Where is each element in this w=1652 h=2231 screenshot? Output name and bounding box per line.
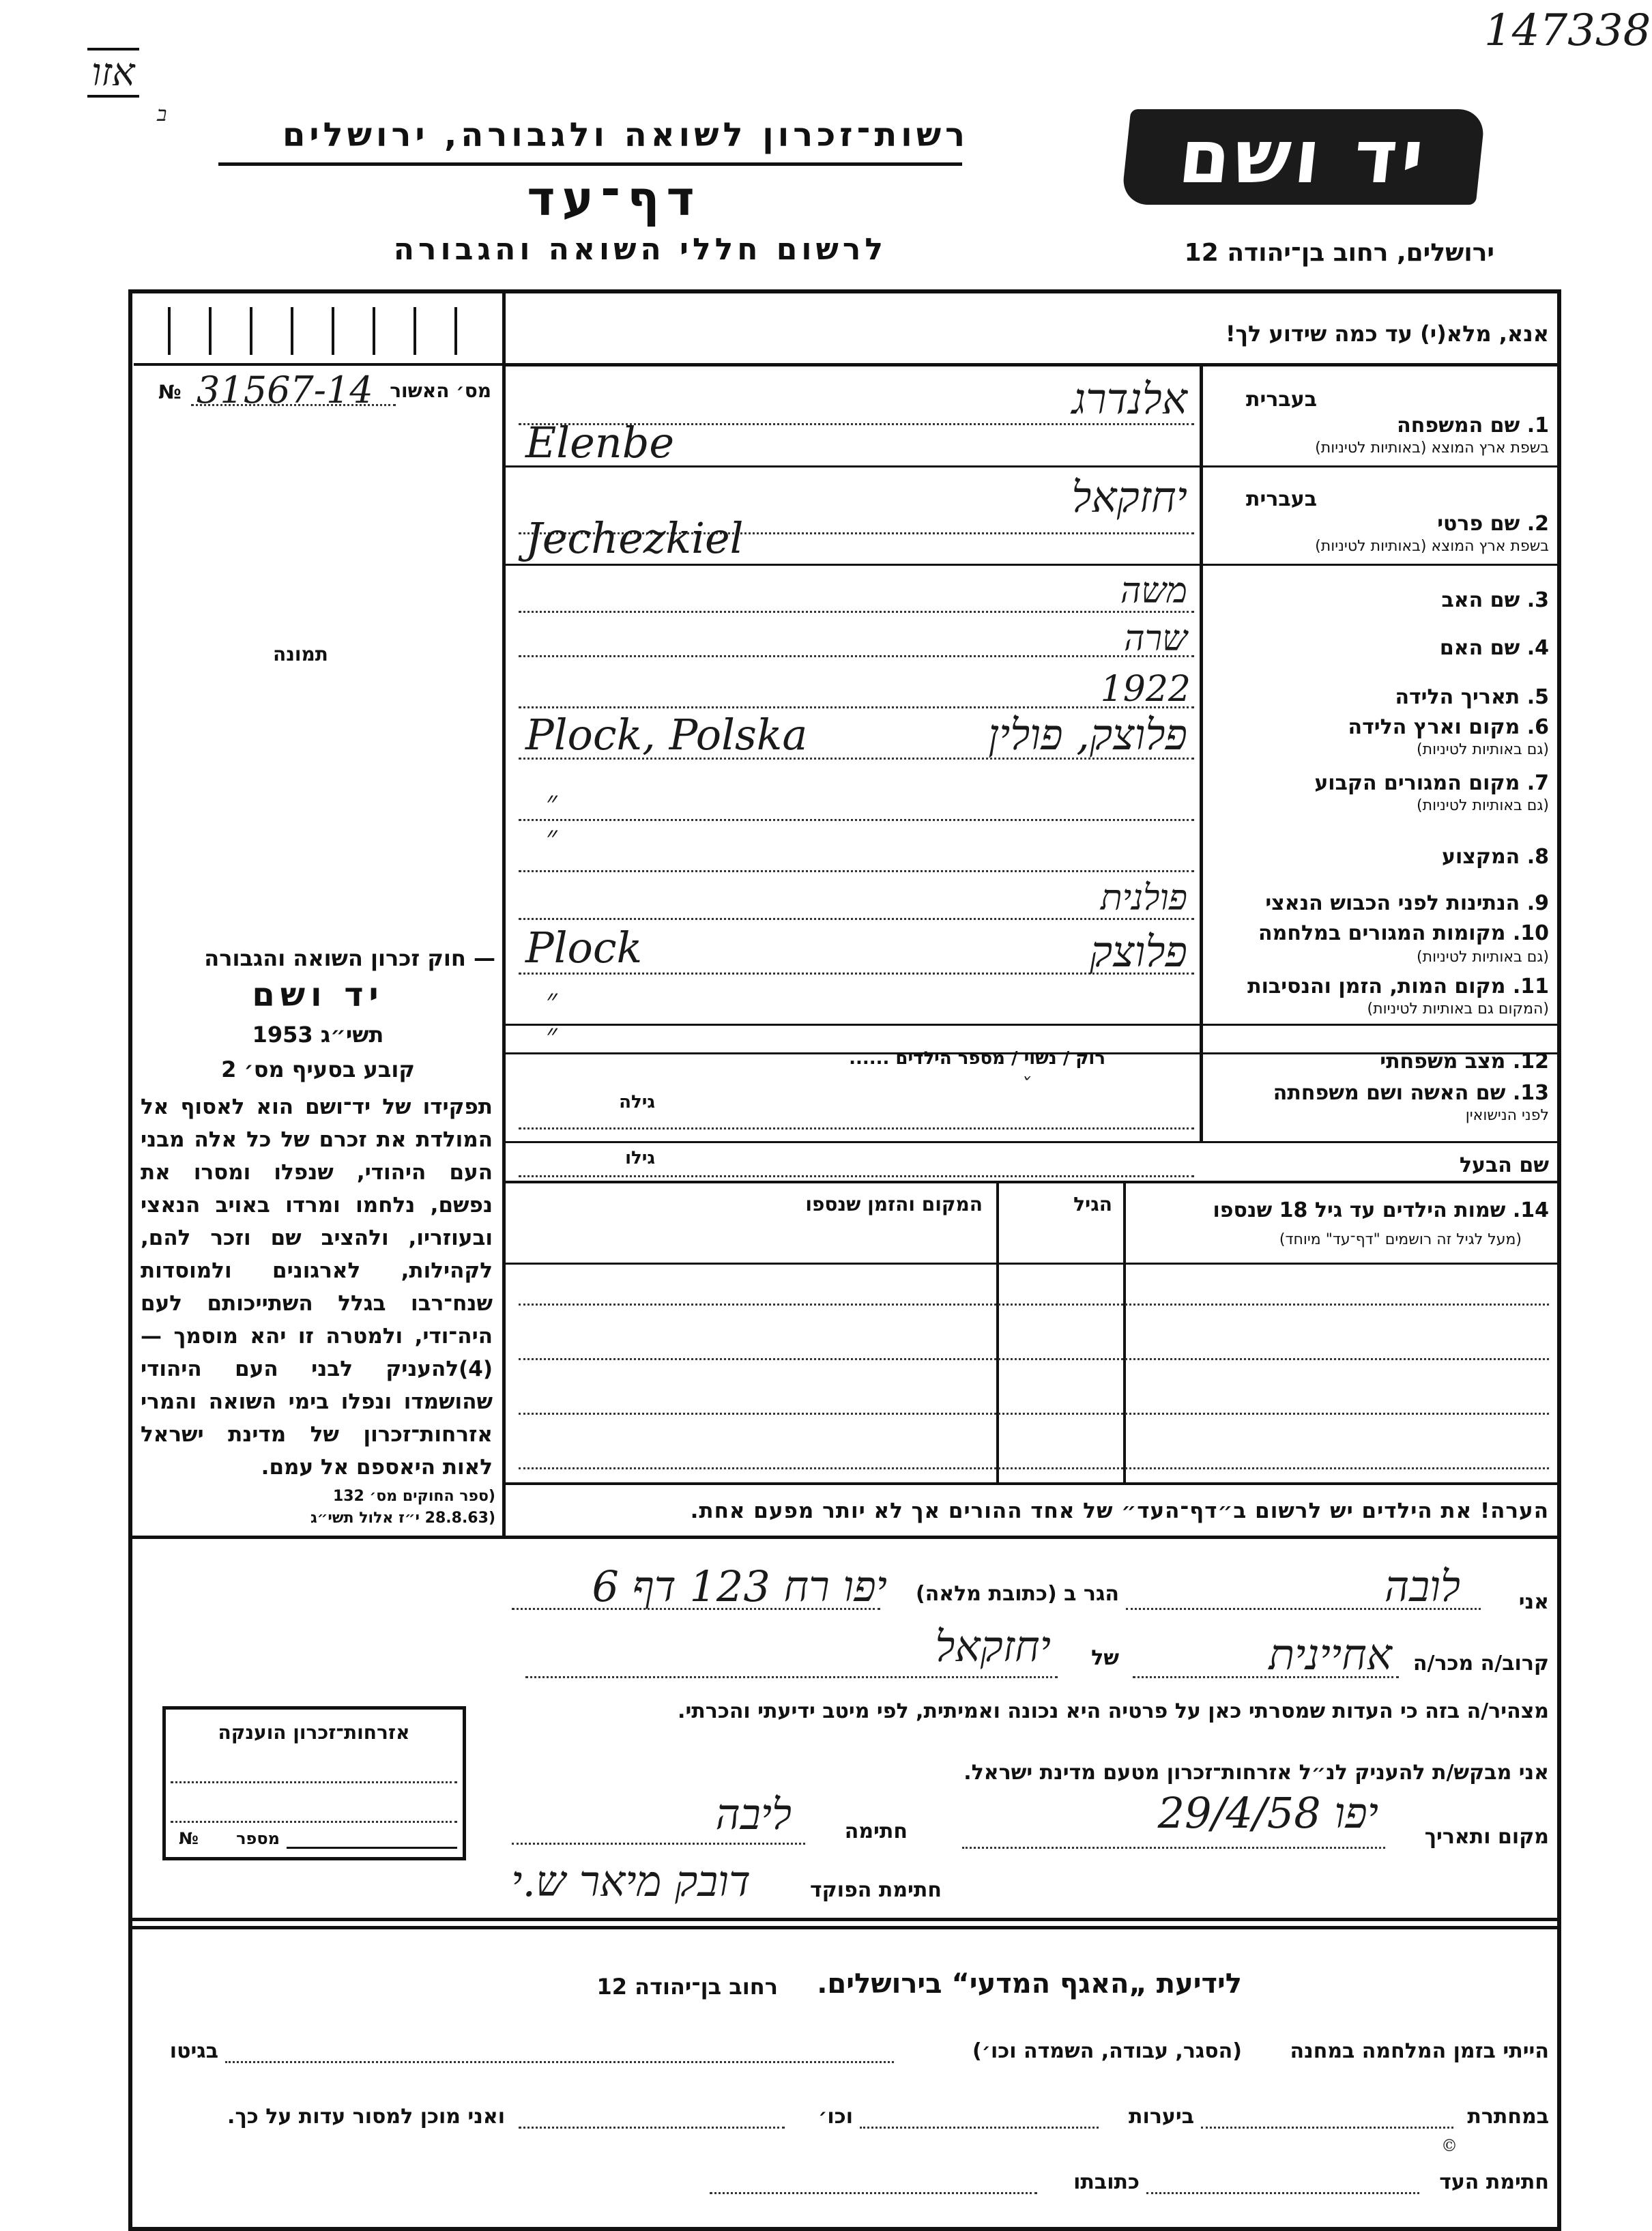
bottom-line1-a: הייתי בזמן המלחמה במחנה	[1290, 2039, 1549, 2063]
field-2-label: 2. שם פרטי	[1437, 512, 1549, 536]
bottom-line3-a: חתימת העד	[1439, 2170, 1549, 2194]
field-7-label: 7. מקום המגורים הקבוע	[1314, 771, 1549, 795]
field-6-latin-value: Plock, Polska	[525, 710, 808, 760]
declaration-i-label: אני	[1518, 1590, 1549, 1614]
photo-label: תמונה	[273, 643, 328, 665]
bottom-line3-dots	[710, 2192, 1037, 2194]
children-divider	[996, 1183, 999, 1482]
registration-number: 31567-14	[197, 369, 373, 412]
field-13-label: 13. שם האשה ושם משפחתה	[1273, 1081, 1549, 1105]
field-13-age-label: גילה	[619, 1092, 655, 1112]
field-9-label: 9. הנתינות לפני הכבוש הנאצי	[1265, 891, 1549, 915]
place-date-value: יפו 29/4/58	[1157, 1788, 1378, 1838]
declarant-signature: ליבה	[715, 1789, 792, 1839]
field-4-value: שרה	[1124, 618, 1187, 659]
children-sub: (מעל לגיל זה רושמים "דף־עד" מיוחד)	[1279, 1231, 1522, 1248]
bottom-line2-dots	[1201, 2127, 1453, 2129]
husband-age-label: גילו	[625, 1148, 655, 1168]
corner-small-mark: ב	[157, 102, 167, 126]
field-1-tag: בעברית	[1246, 388, 1317, 412]
yad-vashem-logo: יד ושם	[1121, 109, 1486, 205]
field-divider	[505, 1181, 1561, 1183]
of-name-value: יחזקאל	[935, 1622, 1051, 1671]
header-address: ירושלים, רחוב בן־יהודה 12	[1184, 239, 1494, 267]
registration-number-line	[191, 404, 396, 406]
law-text: תפקידו של יד־ושם הוא לאסוף אל המולדת את זכרם של כל אלה מבני העם היהודי, שנפלו ומסרו את נפשם, נלחמו ומרדו באויב הנאצי ובעוזריו, ולהציב שם וזכר להם, לקהילות, לארגונים ולמוסדות שנח־רבו בגלל השתייכותם לעם היה־ודי, ולמטרה זו יהא מוסמך — (4)להעניק לבני העם היהודי שהושמדו ונפלו בימי השואה והמרי אזרחות־זכרון של מדינת ישראל לאות היאספם אל עמם.	[141, 1095, 493, 1480]
bottom-double-divider	[132, 1918, 1561, 1921]
header-underline	[218, 162, 962, 166]
citizenship-box-line	[171, 1821, 457, 1823]
field-7-value: ״ ״	[546, 785, 1076, 854]
field-11-value: ״ ״	[546, 983, 1076, 1052]
field-12-mark: ˇ	[1020, 1074, 1030, 1098]
of-label: של	[1091, 1646, 1119, 1670]
field-11-label: 11. מקום המות, הזמן והנסיבות	[1247, 975, 1549, 998]
field-2-sub: בשפת ארץ המוצא (באותיות לטיניות)	[1315, 538, 1549, 555]
declaration-statement: מצהיר/ה בזה כי העדות שמסרתי כאן על פרטיה היא נכונה ואמיתית, לפי מיטב ידיעתי והכרתי.	[678, 1699, 1549, 1723]
law-title: — חוק זכרון השואה והגבורה	[204, 945, 495, 971]
field-5-label: 5. תאריך הלידה	[1395, 685, 1549, 709]
law-clause: קובע בסעיף מס׳ 2	[221, 1056, 415, 1082]
registration-tick-boxes	[134, 300, 502, 366]
archive-number: 147338	[1484, 5, 1651, 56]
form-subtitle: לרשום חללי השואה והגבורה	[393, 232, 887, 267]
field-6-label: 6. מקום וארץ הלידה	[1348, 715, 1549, 739]
citizenship-box-number-rule	[287, 1847, 457, 1849]
children-col-age: הגיל	[1073, 1193, 1112, 1215]
form-title: דף־עד	[527, 171, 701, 227]
field-10-hebrew-value: פלוצק	[1089, 927, 1187, 977]
relation-line	[1133, 1676, 1399, 1678]
place-date-line	[962, 1847, 1385, 1849]
field-2-latin-value: Jechezkiel	[525, 513, 744, 563]
bottom-line2-dots	[519, 2127, 785, 2129]
declarant-name: לובה	[1384, 1561, 1460, 1611]
note: הערה! את הילדים יש לרשום ב״דף־העד״ של אחד ההורים אך לא יותר מפעם אחת.	[690, 1499, 1549, 1523]
citizenship-box-no: №	[179, 1829, 199, 1848]
bottom-line3-b: כתובתו	[1073, 2170, 1140, 2194]
children-bottom-divider	[505, 1482, 1561, 1485]
value-line	[519, 1127, 1194, 1129]
relative-label: קרוב/ה מכר/ה	[1412, 1652, 1549, 1675]
instruction-divider	[505, 363, 1561, 366]
of-name-line	[525, 1676, 1058, 1678]
children-col-place: המקום והזמן שנספו	[805, 1193, 983, 1215]
field-13-sub: לפני הנישואין	[1465, 1107, 1549, 1124]
signature-line	[512, 1843, 805, 1845]
children-label: 14. שמות הילדים עד גיל 18 שנספו	[1213, 1198, 1549, 1222]
field-8-label: 8. המקצוע	[1442, 845, 1549, 869]
bottom-line1-b: (הסגר, עבודה, השמדה וכו׳)	[972, 2039, 1242, 2063]
citizenship-box-number-label: מספר	[236, 1829, 280, 1848]
corner-mark: אזו	[87, 48, 139, 98]
bottom-double-divider	[132, 1926, 1561, 1929]
instruction: אנא, מלא(י) עד כמה שידוע לך!	[1225, 321, 1549, 347]
law-logo: יד ושם	[252, 976, 384, 1014]
officer-signature-label: חתימת הפוקד	[810, 1878, 942, 1902]
bottom-line2-a: במחתרת	[1467, 2105, 1549, 2129]
citizenship-box-line	[171, 1781, 457, 1783]
children-row-line	[519, 1358, 1549, 1360]
bottom-line1-dots	[225, 2061, 894, 2063]
field-divider	[505, 564, 1561, 566]
field-1-sub: בשפת ארץ המוצא (באותיות לטיניות)	[1315, 440, 1549, 457]
bottom-small-mark: ©	[1441, 2136, 1458, 2155]
husband-label: שם הבעל	[1459, 1153, 1549, 1177]
children-header-divider	[505, 1263, 1561, 1265]
relation-value: אחיינית	[1269, 1630, 1392, 1680]
bottom-line2-b: ביערות	[1129, 2105, 1194, 2129]
children-divider	[1123, 1183, 1126, 1482]
field-10-sub: (גם באותיות לטיניות)	[1417, 949, 1549, 966]
place-date-label: מקום ותאריך	[1424, 1825, 1549, 1849]
field-2-hebrew-value: יחזקאל	[1071, 472, 1187, 522]
field-1-latin-value: Elenbe	[525, 418, 675, 467]
field-5-value: 1922	[1100, 669, 1191, 710]
field-6-sub: (גם באותיות לטיניות)	[1417, 741, 1549, 758]
field-2-tag: בעברית	[1246, 487, 1317, 511]
field-9-value: פולנית	[1100, 878, 1187, 919]
field-7-sub: (גם באותיות לטיניות)	[1417, 797, 1549, 814]
children-row-line	[519, 1413, 1549, 1415]
bottom-line3-dots	[1146, 2192, 1419, 2194]
declarant-address: יפו רח 123 דף 6	[592, 1561, 887, 1611]
field-1-label: 1. שם המשפחה	[1397, 414, 1549, 437]
resident-label: הגר ב (כתובת מלאה)	[915, 1582, 1119, 1606]
children-row-line	[519, 1467, 1549, 1469]
children-row-line	[519, 1304, 1549, 1306]
citizenship-box-title: אזרחות־זכרון הוענקה	[218, 1721, 410, 1744]
field-6-hebrew-value: פלוצק, פולין	[988, 710, 1187, 760]
bottom-title: לידיעת „האגף המדעי“ בירושלים.	[817, 1968, 1242, 2000]
field-12-options: רוק / נשוי / מספר הילדים ......	[849, 1048, 1105, 1069]
bottom-address: רחוב בן־יהודה 12	[596, 1974, 778, 2000]
field-12-label: 12. מצב משפחתי	[1380, 1050, 1549, 1074]
signature-label: חתימה	[844, 1819, 908, 1843]
note-divider	[132, 1536, 1561, 1539]
field-3-value: משה	[1120, 571, 1187, 611]
field-11-sub: (המקום גם באותיות לטיניות)	[1367, 1001, 1549, 1018]
law-ref-2: (28.8.63 י״ז אלול תשי״ג	[310, 1510, 495, 1527]
field-10-latin-value: Plock	[525, 923, 643, 973]
bottom-line2-d: ואני מוכן למסור עדות על כך.	[227, 2105, 505, 2129]
law-year: תשי״ג 1953	[252, 1022, 384, 1048]
declarant-name-line	[1126, 1608, 1481, 1610]
org-name: רשות־זכרון לשואה ולגבורה, ירושלים	[282, 116, 969, 154]
left-column-divider	[502, 293, 506, 1537]
field-4-label: 4. שם האם	[1439, 636, 1549, 660]
registration-no-symbol: №	[158, 381, 182, 403]
bottom-line2-c: וכו׳	[818, 2105, 853, 2129]
bottom-line2-dots	[860, 2127, 1099, 2129]
bottom-line1-c: בגיטו	[169, 2039, 218, 2063]
field-1-hebrew-value: אלנדרג	[1071, 374, 1187, 424]
declaration-request: אני מבקש/ת להעניק לנ״ל אזרחות־זכרון מטעם מדינת ישראל.	[963, 1761, 1549, 1785]
value-line	[519, 1175, 1194, 1177]
law-ref-1: (ספר החוקים מס׳ 132	[332, 1488, 495, 1505]
officer-signature: דובק מיאר ש.י	[511, 1856, 751, 1906]
registration-label: מס׳ האשור	[390, 379, 491, 402]
value-line	[519, 870, 1194, 872]
declarant-address-line	[512, 1608, 880, 1610]
field-10-label: 10. מקומות המגורים במלחמה	[1258, 921, 1549, 945]
field-divider	[505, 1141, 1561, 1143]
field-3-label: 3. שם האב	[1441, 588, 1549, 612]
